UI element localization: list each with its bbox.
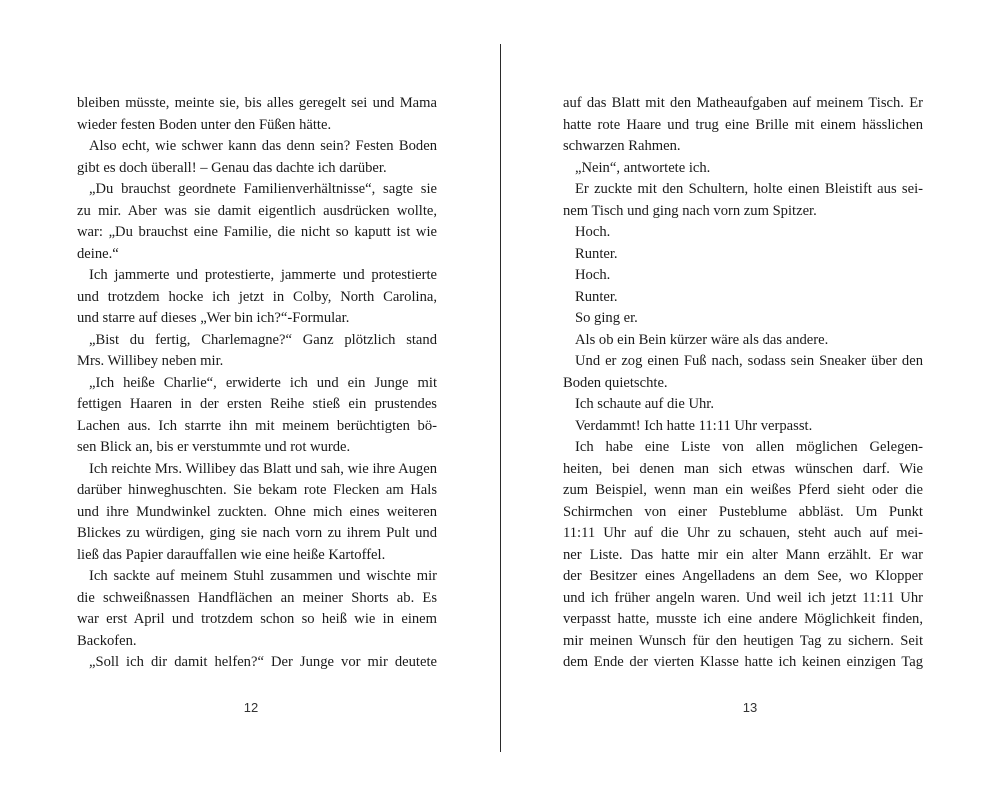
- right-page-text: [563, 93, 923, 674]
- text-line: Lachen aus. Ich starrte ihn mit meinem berüchtigten bö-: [77, 417, 437, 434]
- text-line: „Bist du fertig, Charlemagne?“ Ganz plötzlich stand: [89, 331, 437, 348]
- page-number-left: 12: [243, 700, 259, 715]
- text-line: zum Beispiel, wenn man ein weißes Pferd sieht oder die: [563, 482, 923, 498]
- text-line: wieder festen Boden unter den Füßen hätte.: [77, 116, 332, 133]
- text-line: Ich habe eine Liste von allen möglichen Gelegen-: [575, 439, 923, 455]
- text-line: Hoch.: [575, 224, 611, 240]
- text-line: Mrs. Willibey neben mir.: [77, 353, 224, 369]
- text-line: „Soll ich dir damit helfen?“ Der Junge vor mir deutete: [89, 654, 437, 670]
- text-line: gibt es doch überall! – Genau das dachte ich darüber.: [77, 159, 387, 176]
- text-line: nem Tisch und ging nach vorn zum Spitzer.: [563, 202, 817, 219]
- text-line: Schirmchen von einer Pusteblume abbläst. Um Punkt: [563, 503, 923, 520]
- text-line: war: „Du brauchst eine Familie, die nicht so kaputt ist wie: [77, 224, 437, 240]
- text-line: und trotzdem hocke ich jetzt in Colby, North Carolina,: [77, 288, 437, 305]
- text-line: ließ das Papier darauffallen wie eine heiße Kartoffel.: [77, 546, 386, 563]
- text-line: Ich jammerte und protestierte, jammerte und protestierte: [89, 267, 437, 283]
- text-line: bleiben müsste, meinte sie, bis alles geregelt sei und Mama: [77, 95, 437, 111]
- text-line: hatte rote Haare und trug eine Brille mit einem hässlichen: [563, 116, 923, 133]
- text-line: zu mir. Aber was sie damit eigentlich ausdrücken wollte,: [77, 202, 437, 219]
- text-line: ner Liste. Das hatte mir ein alter Mann erzählt. Er war: [563, 546, 923, 563]
- text-line: dem Ende der vierten Klasse hatte ich keinen einzigen Tag: [563, 654, 923, 670]
- text-line: heiten, bei denen man sich etwas wünschen darf. Wie: [563, 460, 923, 477]
- page-number-right: 13: [742, 700, 758, 715]
- left-page-text: [77, 93, 437, 674]
- text-line: „Ich heiße Charlie“, erwiderte ich und ein Junge mit: [89, 374, 437, 391]
- text-line: Und er zog einen Fuß nach, sodass sein Sneaker über den: [575, 353, 923, 369]
- text-line: „Nein“, antwortete ich.: [575, 159, 711, 176]
- text-line: Blickes zu würdigen, ging sie nach vorn zu ihrem Pult und: [77, 525, 437, 541]
- text-line: Also echt, wie schwer kann das denn sein? Festen Boden: [89, 138, 437, 154]
- text-line: darüber hinweghuschten. Sie bekam rote Flecken am Hals: [77, 482, 437, 498]
- text-line: Hoch.: [575, 267, 611, 283]
- text-line: auf das Blatt mit den Matheaufgaben auf meinem Tisch. Er: [563, 95, 923, 111]
- text-line: „Du brauchst geordnete Familienverhältnisse“, sagte sie: [89, 181, 437, 197]
- text-line: sen Blick an, bis er verstummte und rot wurde.: [77, 439, 351, 455]
- text-line: war erst April und trotzdem schon so heiß wie in einem: [77, 611, 437, 627]
- text-line: die schweißnassen Handflächen an meiner Shorts ab. Es: [77, 589, 437, 606]
- text-line: fettigen Haaren in der ersten Reihe stieß ein prustendes: [77, 396, 437, 412]
- text-line: mir meinen Wunsch für den heutigen Tag zu sichern. Seit: [563, 632, 923, 649]
- text-line: 11:11 Uhr auf die Uhr zu schauen, steht auch auf mei-: [563, 525, 923, 541]
- text-line: So ging er.: [575, 310, 638, 326]
- text-line: Runter.: [575, 288, 618, 305]
- text-line: Ich sackte auf meinem Stuhl zusammen und wischte mir: [89, 568, 437, 584]
- text-line: Ich schaute auf die Uhr.: [575, 396, 714, 412]
- text-line: Backofen.: [77, 632, 137, 649]
- text-line: Als ob ein Bein kürzer wäre als das andere.: [575, 331, 829, 348]
- text-line: der Besitzer eines Angelladens an dem See, wo Klopper: [563, 568, 923, 584]
- text-line: deine.“: [77, 245, 119, 262]
- text-line: verpasst hatte, musste ich eine andere Möglichkeit finden,: [563, 611, 923, 627]
- book-gutter-divider: [500, 44, 501, 752]
- text-line: und ich früher angeln waren. Und weil ich jetzt 11:11 Uhr: [563, 589, 923, 606]
- text-line: Ich reichte Mrs. Willibey das Blatt und sah, wie ihre Augen: [89, 460, 437, 477]
- text-line: Boden quietschte.: [563, 374, 668, 391]
- text-line: schwarzen Rahmen.: [563, 138, 681, 154]
- text-line: Verdammt! Ich hatte 11:11 Uhr verpasst.: [575, 417, 813, 434]
- text-line: und starre auf dieses „Wer bin ich?“-Formular.: [77, 310, 350, 326]
- text-line: Runter.: [575, 245, 618, 262]
- text-line: und ihre Mundwinkel zuckten. Ohne mich eines weiteren: [77, 503, 437, 520]
- text-line: Er zuckte mit den Schultern, holte einen Bleistift aus sei-: [575, 181, 923, 197]
